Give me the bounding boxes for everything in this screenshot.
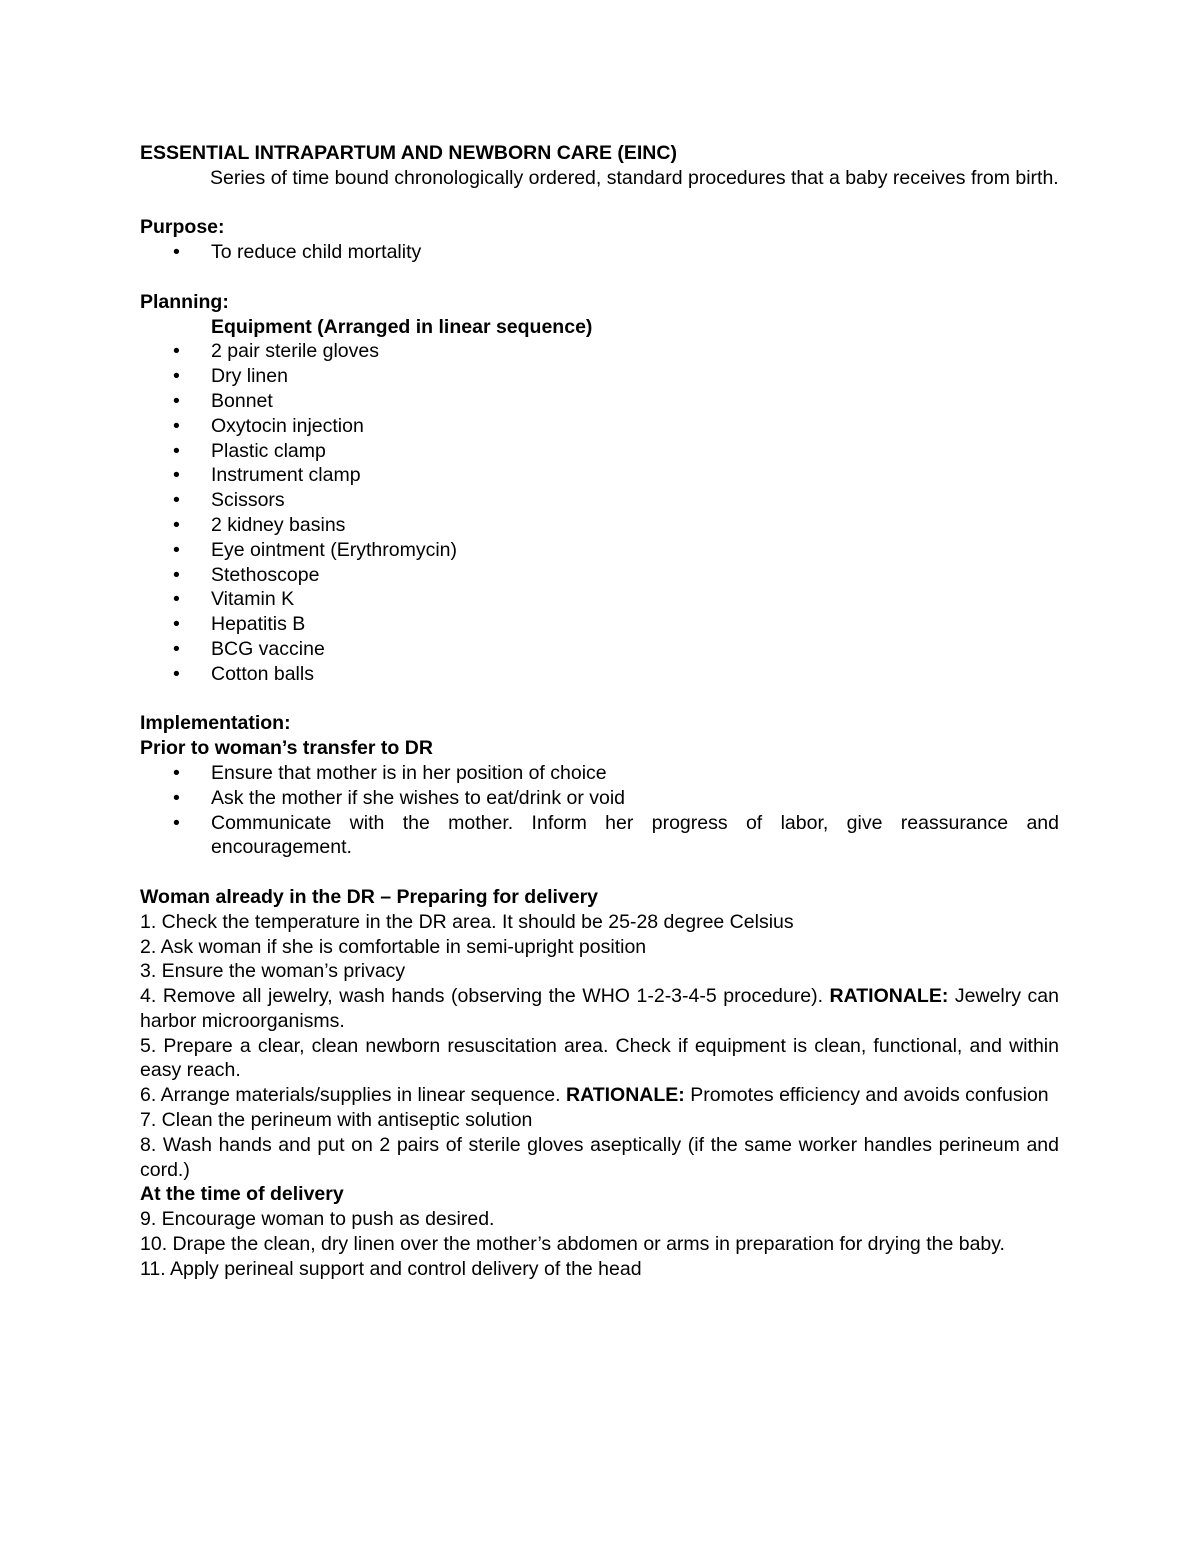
purpose-list (140, 240, 1059, 265)
list-item: • Stethoscope (140, 563, 1059, 588)
step-4-rationale: Jewelry can harbor microorganisms. (140, 985, 1059, 1032)
list-item: • Cotton balls (140, 662, 1059, 687)
list-item: • Ensure that mother is in her position of choice (140, 761, 1059, 786)
equipment-subheading: Equipment (Arranged in linear sequence) (211, 315, 593, 338)
list-item: • BCG vaccine (140, 637, 1059, 662)
step-8: 8. Wash hands and put on 2 pairs of sterile gloves aseptically (if the same worker handles perineum and cord.) (140, 1133, 1059, 1181)
list-item: • Eye ointment (Erythromycin) (140, 538, 1059, 563)
step-6-text: 6. Arrange materials/supplies in linear sequence. (140, 1084, 566, 1107)
step-11: 11. Apply perineal support and control delivery of the head (140, 1257, 642, 1280)
list-item: • Hepatitis B (140, 612, 1059, 637)
step-1: 1. Check the temperature in the DR area. It should be 25-28 degree Celsius (140, 910, 794, 933)
list-item: • Communicate with the mother. Inform her progress of labor, give reassurance and encouragement. (140, 811, 1059, 861)
rationale-label: RATIONALE: (829, 985, 949, 1008)
purpose-heading: Purpose: (140, 216, 225, 239)
list-item: • Vitamin K (140, 587, 1059, 612)
list-item: • Instrument clamp (140, 463, 1059, 488)
list-item: • Scissors (140, 488, 1059, 513)
prior-transfer-heading: Prior to woman’s transfer to DR (140, 737, 433, 760)
delivery-heading: At the time of delivery (140, 1183, 344, 1206)
step-6-rationale: Promotes efficiency and avoids confusion (684, 1084, 1049, 1107)
step-10: 10. Drape the clean, dry linen over the mother’s abdomen or arms in preparation for drying the baby. (140, 1233, 1005, 1256)
list-item: • Plastic clamp (140, 439, 1059, 464)
document-title: ESSENTIAL INTRAPARTUM AND NEWBORN CARE (EINC) (140, 142, 677, 164)
list-item: • Ask the mother if she wishes to eat/drink or void (140, 786, 1059, 811)
step-7: 7. Clean the perineum with antiseptic solution (140, 1109, 533, 1132)
implementation-heading: Implementation: (140, 712, 291, 735)
step-2: 2. Ask woman if she is comfortable in semi-upright position (140, 935, 647, 958)
rationale-label: RATIONALE: (566, 1084, 685, 1107)
step-4 (140, 984, 1059, 1034)
prior-transfer-list (140, 761, 1059, 860)
document-page (140, 141, 1059, 1282)
list-item: • 2 kidney basins (140, 513, 1059, 538)
list-item: • Oxytocin injection (140, 414, 1059, 439)
step-9: 9. Encourage woman to push as desired. (140, 1208, 495, 1231)
equipment-list (140, 339, 1059, 686)
step-5: 5. Prepare a clear, clean newborn resuscitation area. Check if equipment is clean, functional, and within easy reach. (140, 1034, 1059, 1082)
planning-heading: Planning: (140, 290, 229, 313)
list-item: • Bonnet (140, 389, 1059, 414)
list-item: • Dry linen (140, 364, 1059, 389)
definition-text: Series of time bound chronologically ordered, standard procedures that a baby receives from birth. (210, 166, 1059, 189)
step-3: 3. Ensure the woman’s privacy (140, 960, 406, 983)
list-item: • 2 pair sterile gloves (140, 339, 1059, 364)
step-6 (140, 1083, 1059, 1108)
list-item: • To reduce child mortality (140, 240, 1059, 265)
dr-preparing-heading: Woman already in the DR – Preparing for delivery (140, 885, 599, 908)
step-4-text: 4. Remove all jewelry, wash hands (observing the WHO 1-2-3-4-5 procedure). (140, 985, 830, 1008)
